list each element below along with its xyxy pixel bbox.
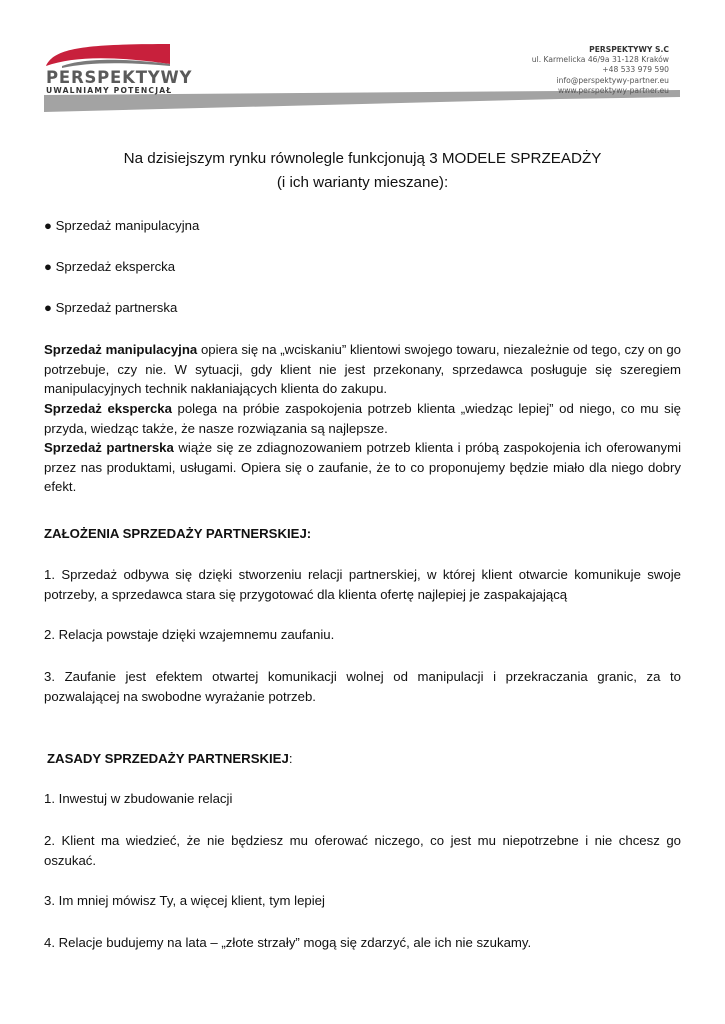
definition-text: opiera się na „wciskaniu” klientowi swojego towaru, niezależnie od tego, czy on go potrzebuje, czy nie. W sytuacji, gdy klient nie jest przekonany, sprzedawca posługuje się szeregiem manipulacyjnych technik nakłaniających klienta do zakupu. bbox=[44, 342, 682, 396]
page-title-line-2: (i ich warianty mieszane): bbox=[276, 174, 449, 191]
company-address: ul. Karmelicka 46/9a 31-128 Kraków bbox=[531, 55, 669, 65]
definition-term: Sprzedaż partnerska bbox=[44, 440, 174, 455]
rule-item: 4. Relacje budujemy na lata – „złote strzały” mogą się zdarzyć, ale ich nie szukamy. bbox=[44, 935, 532, 950]
rule-item: 2. Klient ma wiedzieć, że nie będziesz mu oferować niczego, co jest mu niepotrzebne i nie chcesz go oszukać. bbox=[44, 833, 681, 868]
definition-text: polega na próbie zaspokojenia potrzeb klienta „wiedząc lepiej” od niego, co mu się przyda, wiedząc także, że nasze rozwiązania są najlepsze. bbox=[44, 401, 681, 436]
definition-manipulative bbox=[44, 340, 681, 399]
model-item: ● Sprzedaż manipulacyjna bbox=[44, 218, 200, 233]
definition-partner bbox=[44, 438, 681, 497]
company-email[interactable]: info@perspektywy-partner.eu bbox=[556, 75, 669, 85]
rule-item: 1. Inwestuj w zbudowanie relacji bbox=[44, 791, 233, 806]
assumption-item: 2. Relacja powstaje dzięki wzajemnemu zaufaniu. bbox=[44, 627, 335, 642]
company-website[interactable]: www.perspektywy-partner.eu bbox=[558, 85, 669, 95]
rule-item: 3. Im mniej mówisz Ty, a więcej klient, tym lepiej bbox=[44, 893, 325, 908]
definition-text: wiąże się ze zdiagnozowaniem potrzeb klienta i próbą zaspokojenia ich oferowanymi przez nas produktami, usługami. Opiera się o zaufanie, że to co proponujemy będzie miało dla niego dobry efekt. bbox=[44, 440, 682, 494]
company-name: PERSPEKTYWY S.C bbox=[589, 45, 669, 54]
assumption-item: 3. Zaufanie jest efektem otwartej komunikacji wolnej od manipulacji i przekraczania granic, za to pozwalającej na swobodne wyrażanie potrzeb. bbox=[44, 669, 681, 704]
model-item: ● Sprzedaż partnerska bbox=[44, 300, 178, 315]
page-title-line-1: Na dzisiejszym rynku równolegle funkcjonują 3 MODELE SPRZEADŻY bbox=[123, 150, 602, 167]
company-logo bbox=[44, 42, 193, 102]
company-phone: +48 533 979 590 bbox=[602, 65, 669, 75]
logo-brand-text: PERSPEKTYWY bbox=[46, 68, 193, 87]
definition-term: Sprzedaż ekspercka bbox=[44, 401, 172, 416]
assumption-item: 1. Sprzedaż odbywa się dzięki stworzeniu relacji partnerskiej, w której klient otwarcie komunikuje swoje potrzeby, a sprzedawca stara się przygotować dla klienta ofertę najlepiej je zaspakajającą bbox=[44, 567, 681, 602]
definition-term: Sprzedaż manipulacyjna bbox=[44, 342, 198, 357]
definition-expert bbox=[44, 399, 681, 438]
contact-block bbox=[532, 45, 669, 96]
rules-heading: ZASADY SPRZEDAŻY PARTNERSKIEJ: bbox=[47, 751, 293, 766]
logo-tagline: UWALNIAMY POTENCJAŁ bbox=[46, 86, 173, 95]
assumptions-heading: ZAŁOŻENIA SPRZEDAŻY PARTNERSKIEJ: bbox=[44, 526, 312, 541]
model-item: ● Sprzedaż ekspercka bbox=[44, 259, 176, 274]
